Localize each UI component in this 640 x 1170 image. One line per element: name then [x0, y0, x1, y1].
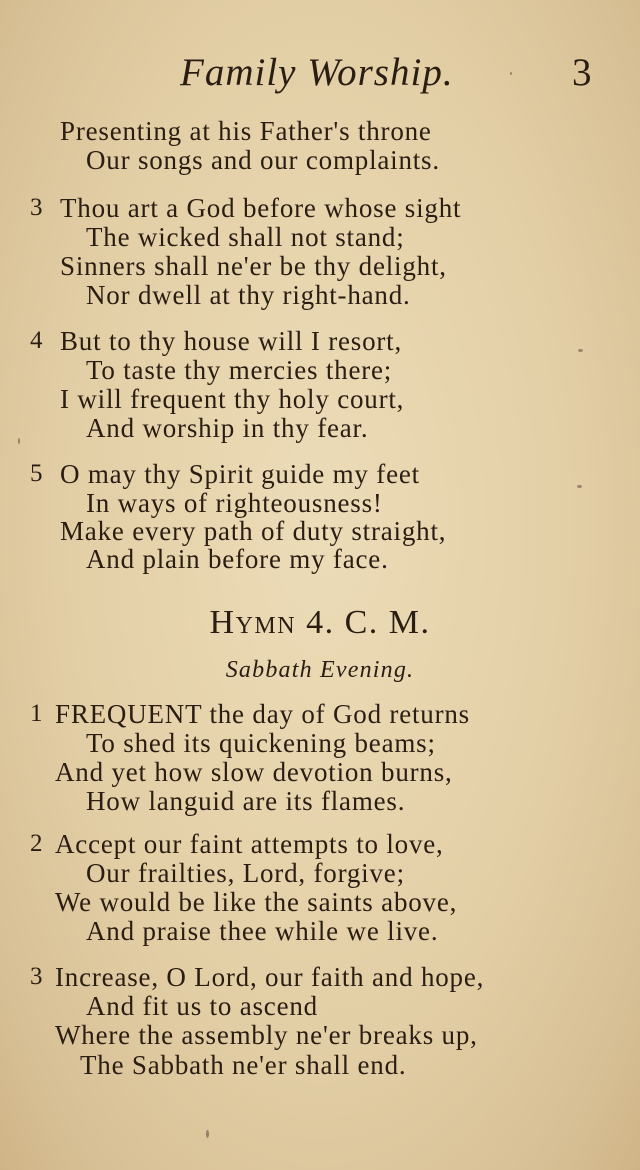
stanza-number: 1 — [30, 700, 43, 727]
verse-line: Where the assembly ne'er breaks up, — [55, 1020, 478, 1050]
hymn-subtitle: Sabbath Evening. — [225, 657, 415, 683]
verse-line: FREQUENT the day of God returns — [55, 699, 470, 729]
verse-line: And praise thee while we live. — [86, 916, 439, 946]
verse-line: And plain before my face. — [86, 544, 389, 574]
paper-speck — [577, 485, 582, 488]
verse-line: In ways of righteousness! — [86, 488, 383, 518]
verse-line: Make every path of duty straight, — [60, 516, 447, 546]
paper-speck — [206, 1130, 209, 1138]
verse-line: We would be like the saints above, — [55, 887, 458, 917]
verse-line: And fit us to ascend — [86, 991, 318, 1021]
verse-line: Increase, O Lord, our faith and hope, — [55, 962, 485, 992]
verse-line: But to thy house will I resort, — [60, 326, 403, 356]
stanza-number: 3 — [30, 194, 43, 221]
verse-line: To shed its quickening beams; — [86, 728, 436, 758]
running-head — [0, 50, 640, 100]
verse-line: Accept our faint attempts to love, — [55, 829, 444, 859]
verse-line: To taste thy mercies there; — [86, 355, 393, 385]
paper-speck — [18, 438, 20, 444]
verse-line: Thou art a God before whose sight — [60, 193, 462, 223]
verse-line: Presenting at his Father's throne — [60, 116, 432, 146]
verse-line: The Sabbath ne'er shall end. — [80, 1050, 407, 1080]
verse-line: I will frequent thy holy court, — [60, 384, 405, 414]
paper-speck — [578, 349, 583, 352]
stanza-number: 2 — [30, 830, 43, 857]
stanza-number: 5 — [30, 460, 43, 487]
page-number: 3 — [572, 51, 592, 94]
verse-line: Our frailties, Lord, forgive; — [86, 858, 405, 888]
stanza-number: 3 — [30, 963, 43, 990]
running-title: Family Worship. — [180, 51, 454, 94]
verse-line: O may thy Spirit guide my feet — [60, 459, 420, 489]
verse-line: And worship in thy fear. — [86, 413, 369, 443]
verse-line: How languid are its flames. — [86, 786, 406, 816]
verse-line: Sinners shall ne'er be thy delight, — [60, 251, 447, 281]
stanza-number: 4 — [30, 327, 43, 354]
verse-line: The wicked shall not stand; — [86, 222, 405, 252]
verse-line: Nor dwell at thy right-hand. — [86, 280, 411, 310]
verse-line: Our songs and our complaints. — [86, 145, 440, 175]
hymn-title: Hymn 4. C. M. — [209, 604, 431, 641]
verse-line: And yet how slow devotion burns, — [55, 757, 453, 787]
paper-speck — [510, 72, 512, 75]
